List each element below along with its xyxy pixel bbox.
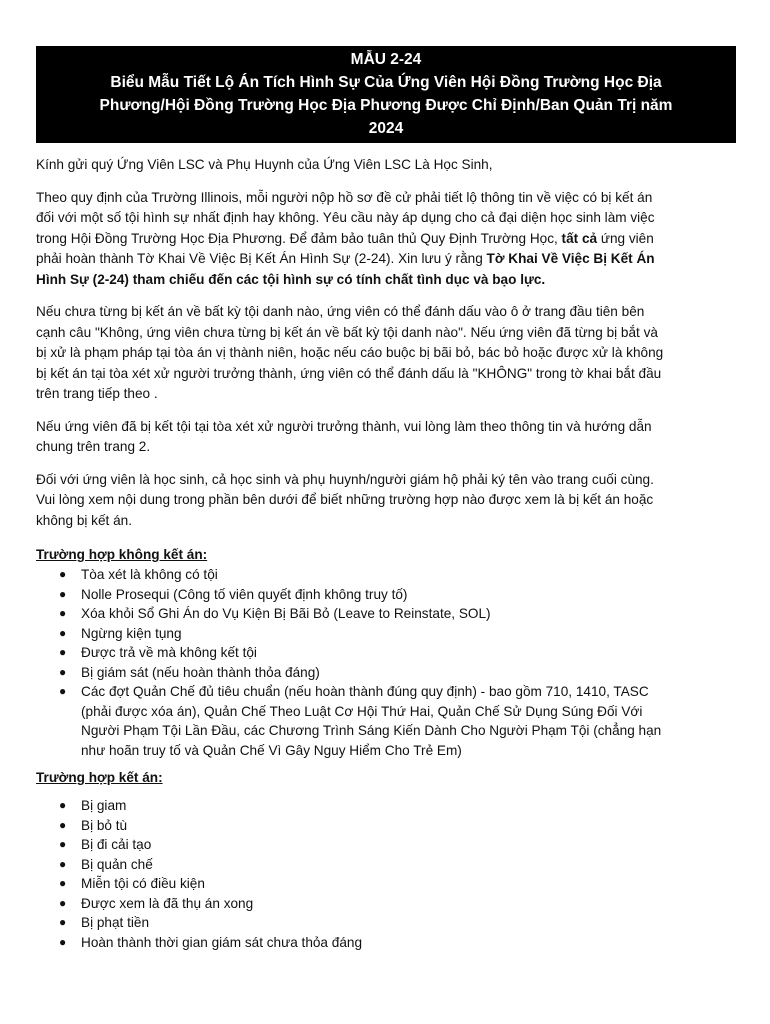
bullet-icon: ● [59,837,67,851]
form-title-line-2: Phương/Hội Đồng Trường Học Địa Phương Được Chỉ Định/Ban Quản Trị năm [99,97,673,114]
bullet-icon: ● [59,817,67,832]
bullet-icon: ● [59,664,67,679]
paragraph-line: bị kết án tại tòa xét xử người trưởng thành, ứng viên có thể đánh dấu là "KHÔNG" trong tờ khai bắt đầu [36,365,662,381]
list-item: ● Nolle Prosequi (Công tố viên quyết định không truy tố) [36,585,736,605]
conviction-heading: Trường hợp kết án: [36,770,163,785]
paragraph-convicted [36,417,736,458]
paragraph-line: không bị kết án. [36,512,132,528]
list-item: ● Bị giám sát (nếu hoàn thành thỏa đáng) [36,663,736,683]
paragraph-line: phải hoàn thành Tờ Khai Về Việc Bị Kết Án Hình Sự (2-24). Xin lưu ý rằng [36,251,487,266]
non-conviction-heading: Trường hợp không kết án: [36,547,208,562]
emphasis-form-name: Tờ Khai Về Việc Bị Kết Án [486,251,655,266]
list-item: ● Bị quản chế [36,855,736,875]
form-number: MẪU 2-24 [350,51,422,68]
paragraph-line: Đối với ứng viên là học sinh, cả học sinh và phụ huynh/người giám hộ phải ký tên vào trang cuối cùng. [36,471,654,487]
list-item: ● Miễn tội có điều kiện [36,874,736,894]
list-item: ● Tòa xét là không có tội [36,565,736,585]
list-item: ● Bị đi cải tạo [36,835,736,855]
conviction-list [36,796,736,952]
list-item: ● Bị bỏ tù [36,816,736,836]
form-title-line-1: Biểu Mẫu Tiết Lộ Án Tích Hình Sự Của Ứng Viên Hội Đồng Trường Học Địa [110,74,662,91]
paragraph-line: cạnh câu "Không, ứng viên chưa từng bị kết án về bất kỳ tội danh nào". Nếu ứng viên đã từng bị bắt và [36,324,658,340]
list-item: ● Xóa khỏi Sổ Ghi Án do Vụ Kiện Bị Bãi Bỏ (Leave to Reinstate, SOL) [36,604,736,624]
list-item: ● Các đợt Quản Chế đủ tiêu chuẩn (nếu hoàn thành đúng quy định) - bao gồm 710, 1410, TASC (phải được xóa án), Quản Chế Theo Luật Cơ Hội Thứ Hai, Quản Chế Sử Dụng Súng Đối Với Người Phạm Tội Lần Đầu, các Chương Trình Sáng Kiến Dành Cho Người Phạm Tội (chẳng hạn như hoãn truy tố và Quản Chế Vì Gây Nguy Hiểm Cho Trẻ Em) [59,684,662,758]
bullet-icon: ● [59,684,67,698]
paragraph-line: Theo quy định của Trường Illinois, mỗi người nộp hồ sơ đề cử phải tiết lộ thông tin về việc có bị kết án [36,189,653,205]
paragraph-line: ứng viên [597,230,654,246]
list-item: ● Hoàn thành thời gian giám sát chưa thỏa đáng [36,933,736,953]
list-item: ● Được trả về mà không kết tội [36,643,736,663]
paragraph-intro [36,188,736,291]
list-item: ● Bị giam [36,796,736,816]
emphasis-form-scope: Hình Sự (2-24) tham chiếu đến các tội hình sự có tính chất tình dục và bạo lực. [36,271,546,287]
paragraph-line: trên trang tiếp theo . [36,386,158,401]
list-item: ● Ngừng kiện tụng [36,624,736,644]
bullet-icon: ● [59,856,67,871]
bullet-icon: ● [59,915,67,929]
paragraph-line: đối với một số tội hình sự nhất định hay không. Yêu cầu này áp dụng cho cả đại diện học sinh làm việc [36,210,655,225]
non-conviction-list [36,565,736,760]
bullet-icon: ● [59,645,67,659]
paragraph-students [36,470,736,532]
bullet-icon: ● [59,798,67,812]
form-title-year: 2024 [368,120,404,137]
bullet-icon: ● [59,625,67,640]
bullet-icon: ● [59,895,67,910]
bullet-icon: ● [59,934,67,949]
bullet-icon: ● [59,876,67,890]
paragraph-no-conviction [36,302,736,405]
bullet-icon: ● [59,606,67,620]
paragraph-line: Nếu chưa từng bị kết án về bất kỳ tội danh nào, ứng viên có thể đánh dấu vào ô ở trang đầu tiên bên [36,304,645,319]
paragraph-line: Nếu ứng viên đã bị kết tội tại tòa xét xử người trưởng thành, vui lòng làm theo thông tin và hướng dẫn [36,418,652,434]
greeting: Kính gửi quý Ứng Viên LSC và Phụ Huynh của Ứng Viên LSC Là Học Sinh, [36,157,493,172]
paragraph-line: Vui lòng xem nội dung trong phần bên dưới để biết những trường hợp nào được xem là bị kết án hoặc [36,492,654,507]
paragraph-line: trong Hội Đồng Trường Học Địa Phương. Để đảm bảo tuân thủ Quy Định Trường Học, [36,230,562,246]
bullet-icon: ● [59,586,67,601]
paragraph-line: chung trên trang 2. [36,439,151,454]
form-title-box [36,46,736,143]
document-page [36,46,736,952]
list-item: ● Được xem là đã thụ án xong [36,894,736,914]
paragraph-line: bị xử là phạm pháp tại tòa án vị thành niên, hoặc nếu cáo buộc bị bãi bỏ, bác bỏ hoặc được xử là không [36,345,664,360]
bullet-icon: ● [59,567,67,581]
emphasis-all: tất cả [561,230,598,246]
list-item: ● Bị phạt tiền [36,913,736,933]
